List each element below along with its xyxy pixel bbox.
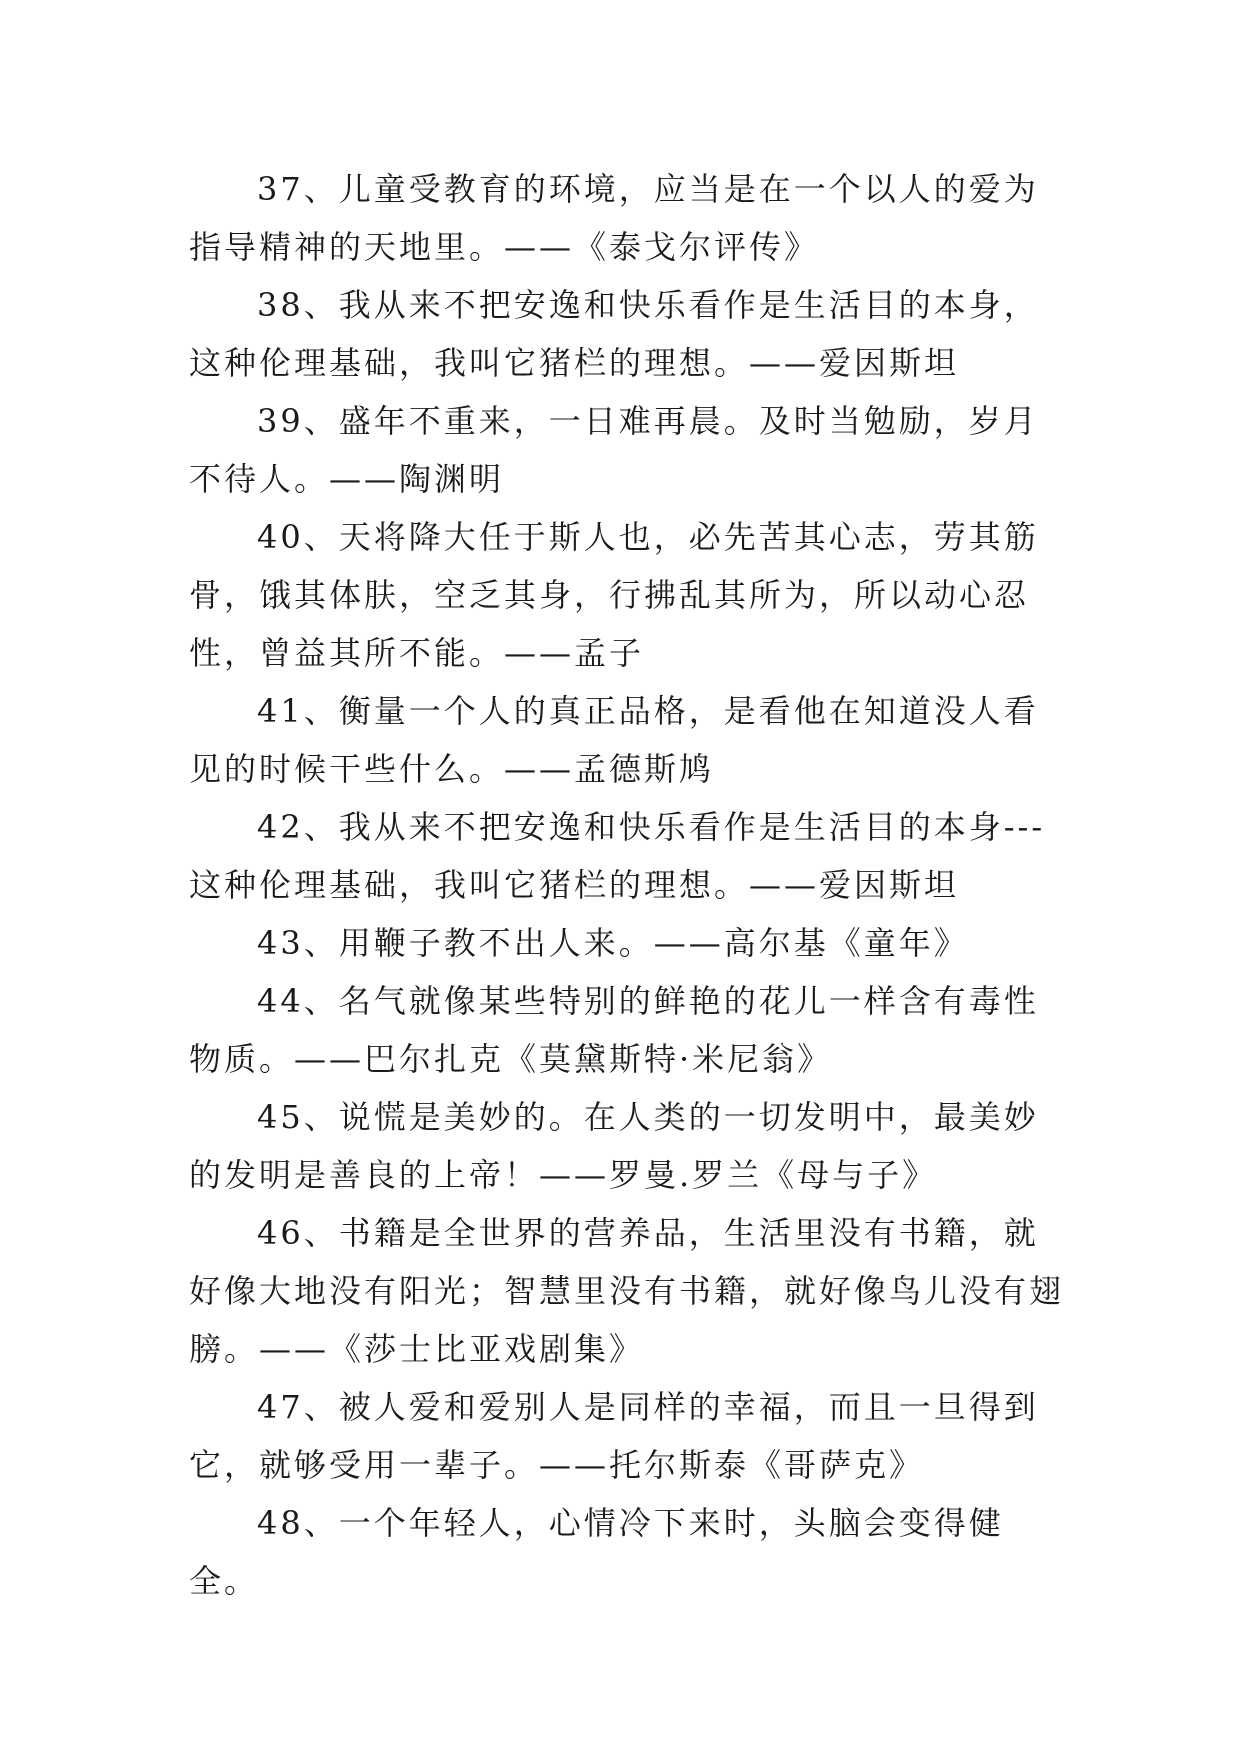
quote-paragraph-48: 48、一个年轻人，心情冷下来时，头脑会变得健全。 — [189, 1504, 1004, 1600]
quote-paragraph-38: 38、我从来不把安逸和快乐看作是生活目的本身，这种伦理基础，我叫它猪栏的理想。——爱因斯坦 — [189, 286, 1039, 382]
quote-paragraph-47: 47、被人爱和爱别人是同样的幸福，而且一旦得到它，就够受用一辈子。——托尔斯泰《哥萨克》 — [189, 1388, 1039, 1484]
quote-paragraph-45: 45、说慌是美妙的。在人类的一切发明中，最美妙的发明是善良的上帝！——罗曼.罗兰《母与子》 — [189, 1098, 1039, 1194]
quote-paragraph-37: 37、儿童受教育的环境，应当是在一个以人的爱为指导精神的天地里。——《泰戈尔评传》 — [189, 170, 1039, 266]
quote-paragraph-41: 41、衡量一个人的真正品格，是看他在知道没人看见的时候干些什么。——孟德斯鸠 — [189, 692, 1039, 788]
quote-paragraph-43: 43、用鞭子教不出人来。——高尔基《童年》 — [257, 924, 969, 962]
quote-paragraph-39: 39、盛年不重来，一日难再晨。及时当勉励，岁月不待人。——陶渊明 — [189, 402, 1039, 498]
quote-paragraph-46: 46、书籍是全世界的营养品，生活里没有书籍，就好像大地没有阳光；智慧里没有书籍，就好像鸟儿没有翅膀。——《莎士比亚戏剧集》 — [189, 1214, 1065, 1368]
quote-paragraph-42: 42、我从来不把安逸和快乐看作是生活目的本身---这种伦理基础，我叫它猪栏的理想。——爱因斯坦 — [189, 808, 1046, 904]
quote-paragraph-44: 44、名气就像某些特别的鲜艳的花儿一样含有毒性物质。——巴尔扎克《莫黛斯特·米尼翁》 — [189, 982, 1039, 1078]
quote-paragraph-40: 40、天将降大任于斯人也，必先苦其心志，劳其筋骨，饿其体肤，空乏其身，行拂乱其所为，所以动心忍性，曾益其所不能。——孟子 — [189, 518, 1039, 672]
document-page — [189, 160, 1069, 1610]
